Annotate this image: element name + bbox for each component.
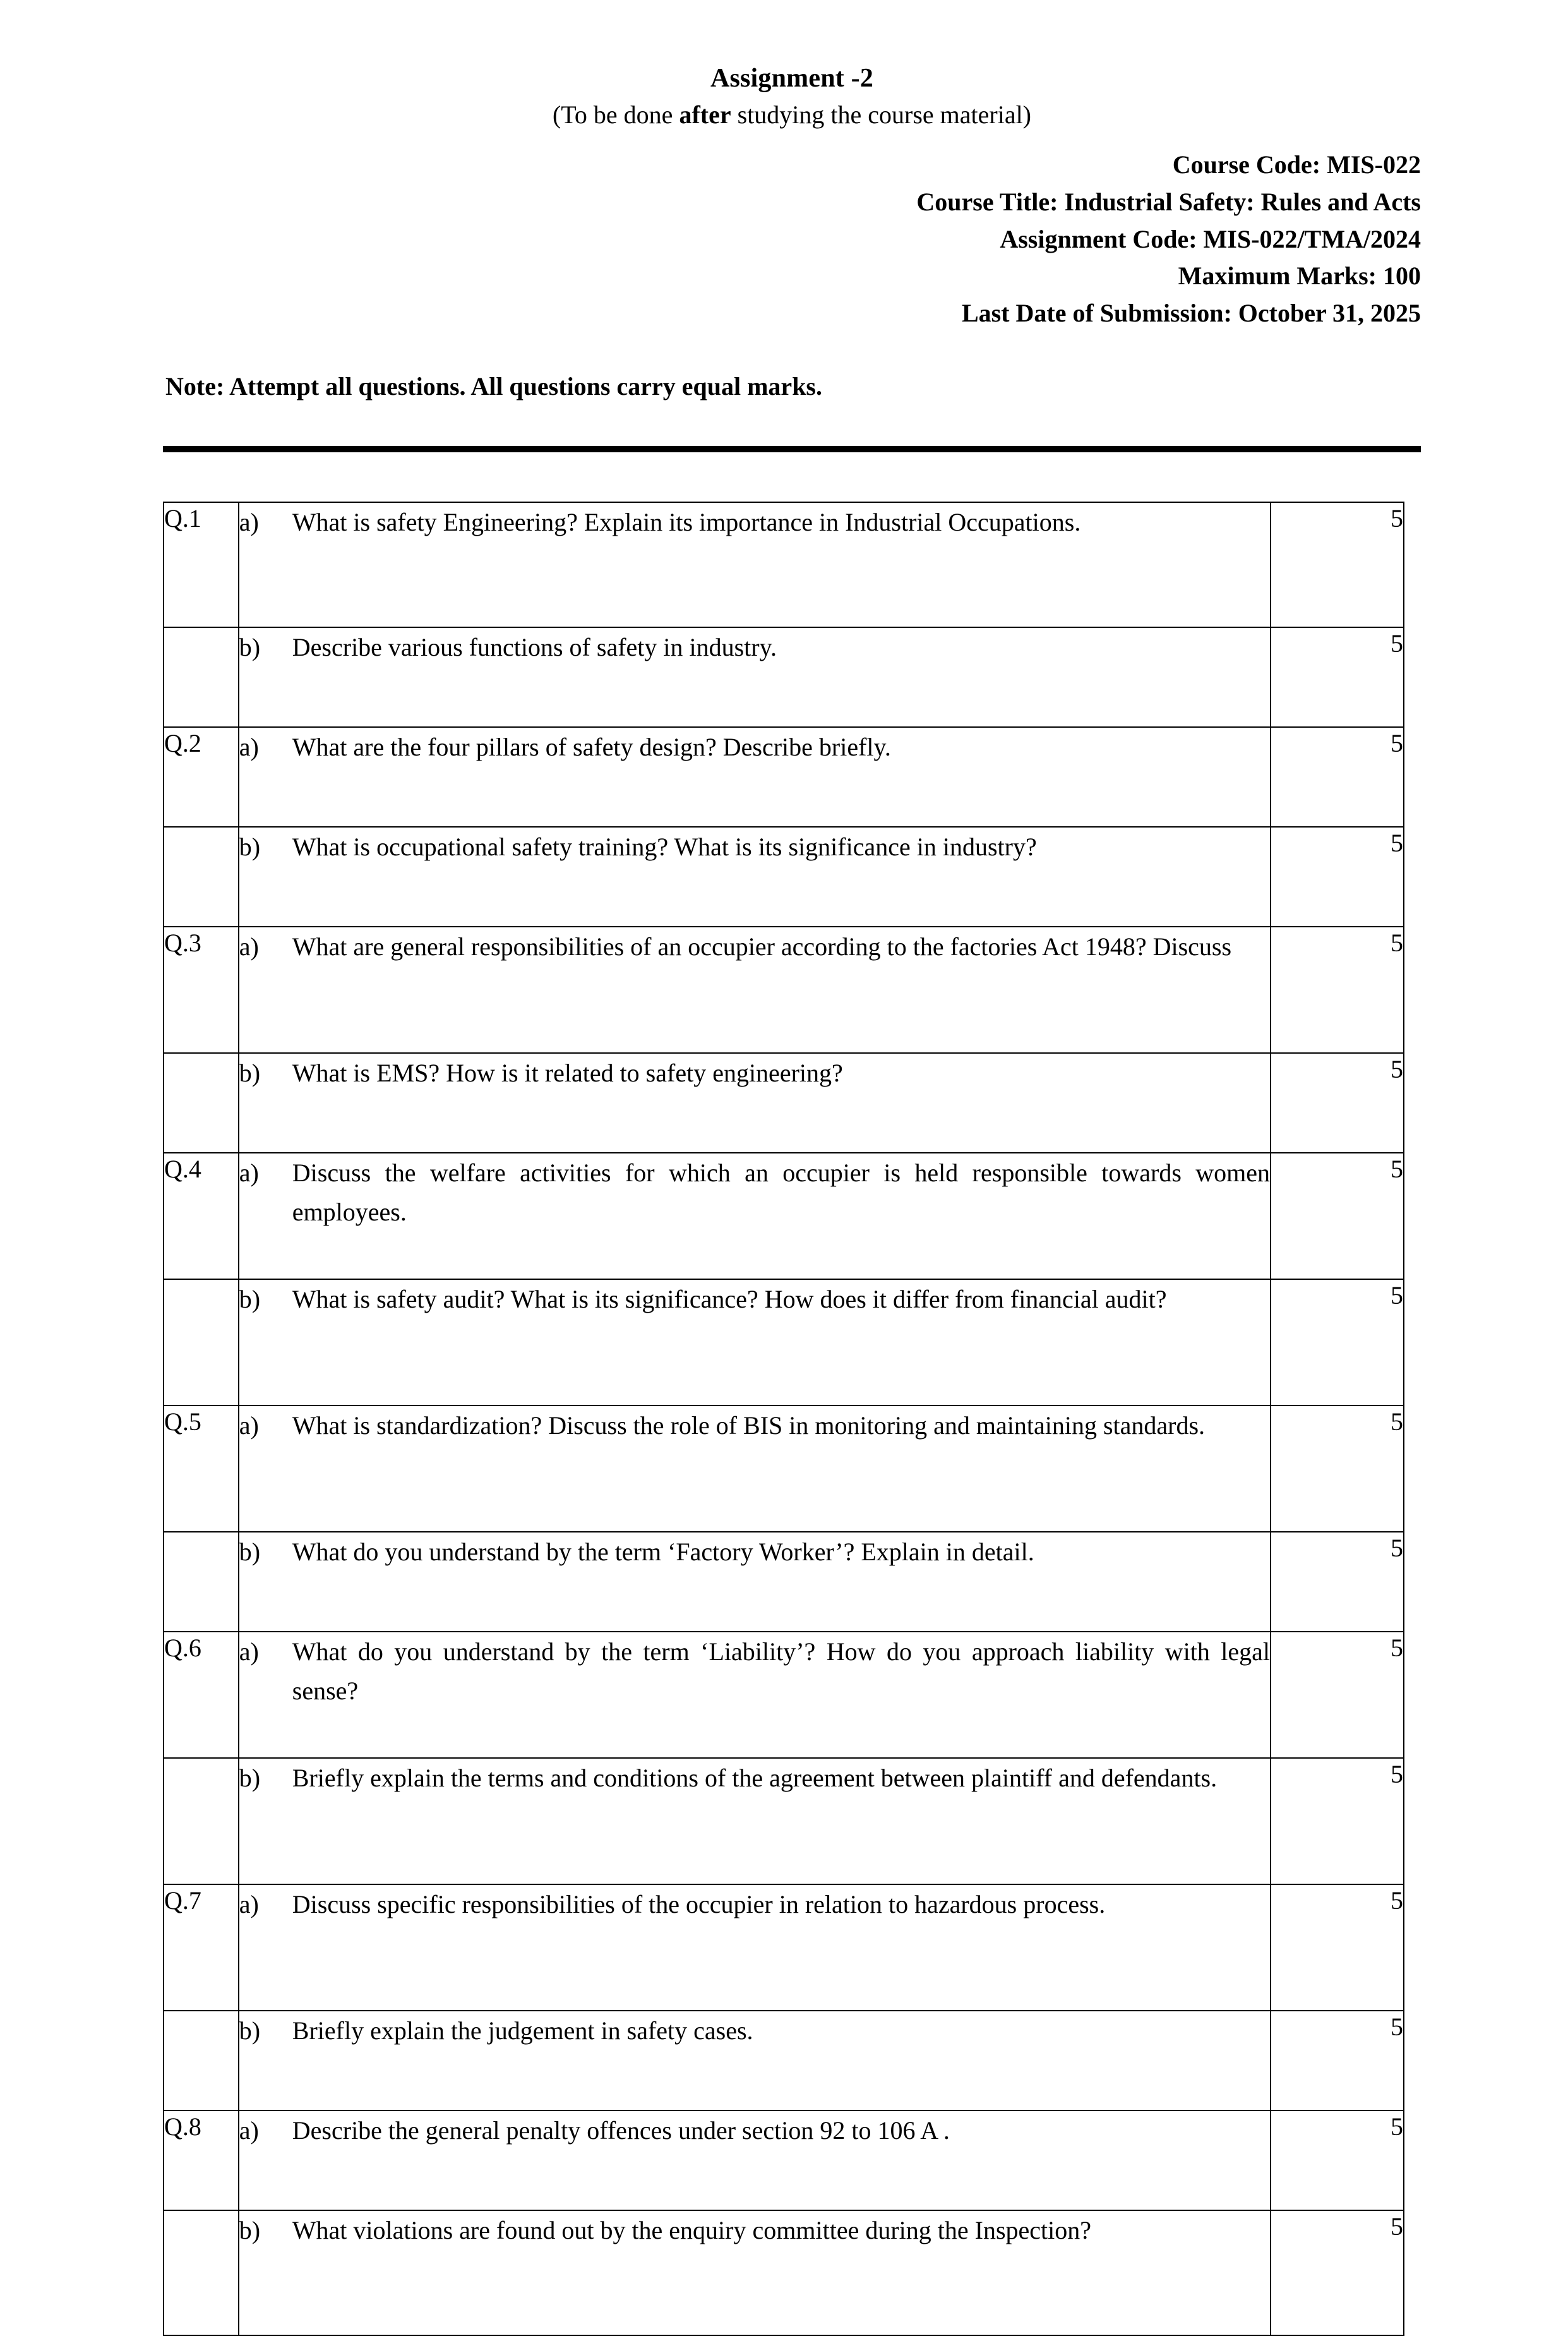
question-text-cell	[239, 1406, 1271, 1532]
horizontal-rule	[163, 446, 1421, 452]
question-item	[239, 2111, 1270, 2150]
question-body-text: What violations are found out by the enquiry committee during the Inspection?	[292, 2216, 1091, 2244]
question-body-text: Briefly explain the judgement in safety cases.	[292, 2016, 753, 2045]
assignment-header	[163, 63, 1421, 131]
question-text-cell	[239, 927, 1271, 1053]
question-number-cell	[164, 827, 239, 927]
table-row	[164, 827, 1404, 927]
table-row	[164, 1532, 1404, 1632]
table-row	[164, 627, 1404, 727]
question-part-marker: a)	[239, 1637, 259, 1666]
assignment-subtitle	[163, 99, 1421, 131]
question-item	[239, 2211, 1270, 2250]
question-body-text: Discuss the welfare activities for which an occupier is held responsible towards women employees.	[292, 1159, 1271, 1226]
question-item	[239, 1280, 1270, 1319]
table-row	[164, 1279, 1404, 1406]
assignment-title: Assignment -2	[710, 64, 874, 93]
question-part-marker: b)	[239, 1285, 261, 1313]
question-body-text: What are the four pillars of safety design? Describe briefly.	[292, 733, 891, 761]
marks-cell: 5	[1271, 1053, 1404, 1153]
question-item	[239, 728, 1270, 767]
question-part-marker: a)	[239, 1890, 259, 1918]
question-item	[239, 628, 1270, 667]
question-item	[239, 503, 1270, 542]
question-item	[239, 2011, 1270, 2050]
table-row	[164, 1632, 1404, 1758]
question-body-text: What is safety audit? What is its significance? How does it differ from financial audit?	[292, 1285, 1167, 1313]
table-row	[164, 727, 1404, 827]
question-body-text: What do you understand by the term ‘Liability’? How do you approach liability with legal sense?	[292, 1637, 1271, 1705]
note-text: Note: Attempt all questions. All questions carry equal marks.	[165, 372, 822, 400]
table-row	[164, 1153, 1404, 1279]
question-body-text: What is safety Engineering? Explain its importance in Industrial Occupations.	[292, 508, 1081, 536]
question-text-cell	[239, 1532, 1271, 1632]
question-number-cell	[164, 2011, 239, 2110]
question-body-text: What is standardization? Discuss the role of BIS in monitoring and maintaining standards.	[292, 1411, 1206, 1440]
question-text-cell	[239, 1632, 1271, 1758]
question-body-text: What is occupational safety training? What is its significance in industry?	[292, 833, 1037, 861]
question-number-cell: Q.8	[164, 2110, 239, 2210]
question-part-marker: b)	[239, 633, 261, 661]
subtitle-prefix: (To be done	[552, 100, 679, 129]
question-part-marker: b)	[239, 833, 261, 861]
questions-table	[163, 502, 1404, 2336]
question-part-marker: a)	[239, 1159, 259, 1187]
question-number-cell	[164, 1279, 239, 1406]
question-item	[239, 1054, 1270, 1093]
marks-cell: 5	[1271, 1406, 1404, 1532]
question-part-marker: b)	[239, 1764, 261, 1792]
subtitle-suffix: studying the course material)	[731, 100, 1032, 129]
question-item	[239, 1632, 1270, 1711]
question-part-marker: a)	[239, 733, 259, 761]
marks-cell: 5	[1271, 2110, 1404, 2210]
question-text-cell	[239, 1884, 1271, 2011]
question-item	[239, 828, 1270, 867]
table-row	[164, 1884, 1404, 2011]
marks-cell: 5	[1271, 1279, 1404, 1406]
question-item	[239, 1759, 1270, 1798]
question-number-cell: Q.4	[164, 1153, 239, 1279]
question-number-cell: Q.6	[164, 1632, 239, 1758]
question-number-cell: Q.2	[164, 727, 239, 827]
question-item	[239, 1885, 1270, 1924]
marks-cell: 5	[1271, 927, 1404, 1053]
course-code: Course Code: MIS-022	[1172, 150, 1421, 179]
marks-cell: 5	[1271, 1632, 1404, 1758]
marks-cell: 5	[1271, 2011, 1404, 2110]
marks-cell: 5	[1271, 1758, 1404, 1884]
question-text-cell	[239, 502, 1271, 627]
subtitle-emphasis: after	[679, 100, 731, 129]
question-text-cell	[239, 727, 1271, 827]
table-row	[164, 1053, 1404, 1153]
table-row	[164, 502, 1404, 627]
question-part-marker: b)	[239, 2016, 261, 2045]
marks-cell: 5	[1271, 502, 1404, 627]
question-number-cell: Q.1	[164, 502, 239, 627]
question-item	[239, 1532, 1270, 1572]
table-row	[164, 2110, 1404, 2210]
question-text-cell	[239, 2110, 1271, 2210]
question-part-marker: b)	[239, 2216, 261, 2244]
table-row	[164, 2011, 1404, 2110]
last-date-of-submission: Last Date of Submission: October 31, 2025	[961, 299, 1421, 328]
question-part-marker: b)	[239, 1059, 261, 1087]
maximum-marks: Maximum Marks: 100	[1178, 262, 1421, 291]
course-meta-block	[163, 147, 1421, 332]
course-title: Course Title: Industrial Safety: Rules and Acts	[916, 187, 1421, 216]
marks-cell: 5	[1271, 2210, 1404, 2335]
question-number-cell	[164, 627, 239, 727]
question-text-cell	[239, 627, 1271, 727]
table-row	[164, 1406, 1404, 1532]
question-body-text: Describe various functions of safety in industry.	[292, 633, 777, 661]
question-text-cell	[239, 2011, 1271, 2110]
question-text-cell	[239, 1053, 1271, 1153]
marks-cell: 5	[1271, 627, 1404, 727]
question-body-text: Briefly explain the terms and conditions of the agreement between plaintiff and defendants.	[292, 1764, 1218, 1792]
marks-cell: 5	[1271, 1884, 1404, 2011]
question-number-cell	[164, 1532, 239, 1632]
question-text-cell	[239, 1758, 1271, 1884]
question-item	[239, 1153, 1270, 1232]
question-number-cell	[164, 1053, 239, 1153]
question-part-marker: a)	[239, 1411, 259, 1440]
question-part-marker: a)	[239, 2116, 259, 2145]
questions-table-body	[164, 502, 1404, 2335]
question-part-marker: a)	[239, 932, 259, 961]
question-body-text: What do you understand by the term ‘Factory Worker’? Explain in detail.	[292, 1538, 1034, 1566]
question-body-text: What are general responsibilities of an occupier according to the factories Act 1948? Discuss	[292, 932, 1232, 961]
assignment-code: Assignment Code: MIS-022/TMA/2024	[1000, 224, 1421, 253]
marks-cell: 5	[1271, 1532, 1404, 1632]
question-item	[239, 1406, 1270, 1445]
question-text-cell	[239, 2210, 1271, 2335]
marks-cell: 5	[1271, 727, 1404, 827]
question-number-cell: Q.3	[164, 927, 239, 1053]
marks-cell: 5	[1271, 827, 1404, 927]
question-part-marker: b)	[239, 1538, 261, 1566]
question-body-text: What is EMS? How is it related to safety engineering?	[292, 1059, 843, 1087]
question-number-cell	[164, 1758, 239, 1884]
table-row	[164, 927, 1404, 1053]
question-number-cell: Q.5	[164, 1406, 239, 1532]
question-text-cell	[239, 1153, 1271, 1279]
table-row	[164, 2210, 1404, 2335]
question-item	[239, 927, 1270, 966]
question-number-cell: Q.7	[164, 1884, 239, 2011]
table-row	[164, 1758, 1404, 1884]
question-body-text: Discuss specific responsibilities of the occupier in relation to hazardous process.	[292, 1890, 1106, 1918]
question-body-text: Describe the general penalty offences under section 92 to 106 A .	[292, 2116, 950, 2145]
question-part-marker: a)	[239, 508, 259, 536]
question-number-cell	[164, 2210, 239, 2335]
question-text-cell	[239, 827, 1271, 927]
marks-cell: 5	[1271, 1153, 1404, 1279]
question-text-cell	[239, 1279, 1271, 1406]
